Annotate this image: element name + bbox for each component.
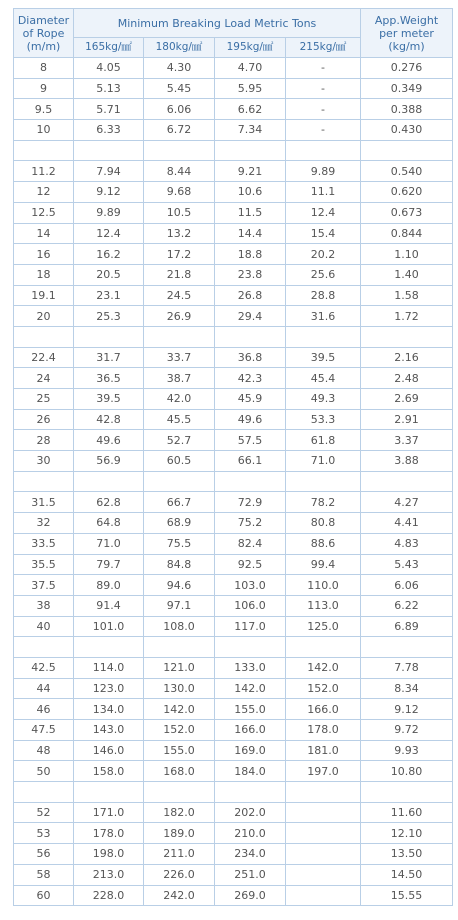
table-cell: 16.2 [74, 244, 144, 265]
table-cell: 26.8 [215, 285, 286, 306]
empty-cell [286, 326, 361, 347]
table-cell: 84.8 [144, 554, 215, 575]
table-cell: 11.1 [286, 182, 361, 203]
breaking-load-group-header: Minimum Breaking Load Metric Tons [74, 9, 361, 38]
table-cell: 36.5 [74, 368, 144, 389]
table-cell: 0.276 [361, 58, 453, 79]
table-cell [286, 864, 361, 885]
table-cell: 42.0 [144, 389, 215, 410]
table-cell: 88.6 [286, 533, 361, 554]
table-cell: 117.0 [215, 616, 286, 637]
empty-cell [286, 471, 361, 492]
table-cell: 14 [14, 223, 74, 244]
table-cell: 10.80 [361, 761, 453, 782]
empty-cell [361, 326, 453, 347]
table-row [14, 595, 453, 616]
table-row [14, 533, 453, 554]
empty-cell [361, 782, 453, 803]
table-cell: 11.2 [14, 161, 74, 182]
table-cell: 197.0 [286, 761, 361, 782]
table-cell: 143.0 [74, 720, 144, 741]
table-cell: 202.0 [215, 802, 286, 823]
table-cell: 211.0 [144, 844, 215, 865]
table-cell: 72.9 [215, 492, 286, 513]
table-row [14, 202, 453, 223]
table-row [14, 161, 453, 182]
table-cell: 75.5 [144, 533, 215, 554]
table-cell: 91.4 [74, 595, 144, 616]
table-cell: 53 [14, 823, 74, 844]
table-cell: 210.0 [215, 823, 286, 844]
table-row [14, 740, 453, 761]
table-cell: 26 [14, 409, 74, 430]
table-cell: 45.9 [215, 389, 286, 410]
table-cell: 10.5 [144, 202, 215, 223]
table-cell: 9.68 [144, 182, 215, 203]
table-cell: 171.0 [74, 802, 144, 823]
table-cell: 64.8 [74, 513, 144, 534]
table-cell: 14.4 [215, 223, 286, 244]
table-row [14, 678, 453, 699]
table-row [14, 58, 453, 79]
table-cell: 25 [14, 389, 74, 410]
table-cell: 28.8 [286, 285, 361, 306]
table-cell: 0.540 [361, 161, 453, 182]
table-cell: 38.7 [144, 368, 215, 389]
table-cell: 20.2 [286, 244, 361, 265]
table-cell: 4.05 [74, 58, 144, 79]
table-cell: 181.0 [286, 740, 361, 761]
table-cell: 46 [14, 699, 74, 720]
empty-cell [215, 637, 286, 658]
grade-header: 215kg/㎟ [286, 38, 361, 58]
table-cell: 228.0 [74, 885, 144, 906]
table-cell: 23.1 [74, 285, 144, 306]
table-cell [286, 844, 361, 865]
table-row [14, 285, 453, 306]
table-cell: 3.37 [361, 430, 453, 451]
group-separator-row [14, 140, 453, 161]
table-cell: 20.5 [74, 264, 144, 285]
table-cell: 71.0 [286, 451, 361, 472]
table-cell: 2.16 [361, 347, 453, 368]
table-row [14, 720, 453, 741]
table-row [14, 802, 453, 823]
table-cell: 103.0 [215, 575, 286, 596]
table-cell: 9.93 [361, 740, 453, 761]
table-cell: 3.88 [361, 451, 453, 472]
table-cell: 0.388 [361, 99, 453, 120]
grade-header: 165kg/㎟ [74, 38, 144, 58]
table-cell: 189.0 [144, 823, 215, 844]
table-row [14, 389, 453, 410]
table-cell: 9.72 [361, 720, 453, 741]
table-cell: 15.4 [286, 223, 361, 244]
table-cell: 97.1 [144, 595, 215, 616]
weight-header: App.Weight per meter (kg/m) [361, 9, 453, 58]
table-cell: 101.0 [74, 616, 144, 637]
table-cell: 57.5 [215, 430, 286, 451]
table-cell: 134.0 [74, 699, 144, 720]
table-cell: 5.71 [74, 99, 144, 120]
table-cell: 33.5 [14, 533, 74, 554]
table-cell: 9 [14, 78, 74, 99]
table-cell: 12.4 [74, 223, 144, 244]
table-cell: 5.45 [144, 78, 215, 99]
empty-cell [215, 326, 286, 347]
table-row [14, 182, 453, 203]
table-cell: 4.83 [361, 533, 453, 554]
table-cell: 89.0 [74, 575, 144, 596]
table-row [14, 492, 453, 513]
table-cell: 94.6 [144, 575, 215, 596]
empty-cell [144, 326, 215, 347]
table-cell: 242.0 [144, 885, 215, 906]
table-row [14, 244, 453, 265]
table-row [14, 347, 453, 368]
table-cell: 12.5 [14, 202, 74, 223]
table-cell: 19.1 [14, 285, 74, 306]
table-cell: 60 [14, 885, 74, 906]
table-cell: 12.4 [286, 202, 361, 223]
table-cell: 25.6 [286, 264, 361, 285]
table-cell: 168.0 [144, 761, 215, 782]
table-row [14, 554, 453, 575]
table-cell: 6.06 [361, 575, 453, 596]
table-cell: 47.5 [14, 720, 74, 741]
table-cell: 45.5 [144, 409, 215, 430]
table-cell: 2.69 [361, 389, 453, 410]
empty-cell [361, 471, 453, 492]
table-row [14, 844, 453, 865]
table-cell: 0.673 [361, 202, 453, 223]
table-cell: - [286, 78, 361, 99]
table-cell: 16 [14, 244, 74, 265]
table-row [14, 823, 453, 844]
table-cell: 6.22 [361, 595, 453, 616]
table-cell: 1.10 [361, 244, 453, 265]
empty-cell [74, 140, 144, 161]
table-cell: 113.0 [286, 595, 361, 616]
table-cell: 0.430 [361, 120, 453, 141]
table-cell: 99.4 [286, 554, 361, 575]
table-cell: 79.7 [74, 554, 144, 575]
table-row [14, 864, 453, 885]
table-row [14, 409, 453, 430]
table-cell: 50 [14, 761, 74, 782]
table-cell: 49.3 [286, 389, 361, 410]
table-cell: 152.0 [286, 678, 361, 699]
table-cell: 82.4 [215, 533, 286, 554]
table-cell: 123.0 [74, 678, 144, 699]
table-cell: 14.50 [361, 864, 453, 885]
table-cell: 166.0 [215, 720, 286, 741]
table-cell: 1.40 [361, 264, 453, 285]
table-cell: 42.3 [215, 368, 286, 389]
table-cell: 66.1 [215, 451, 286, 472]
empty-cell [215, 782, 286, 803]
table-cell: 8 [14, 58, 74, 79]
table-cell: 2.91 [361, 409, 453, 430]
empty-cell [74, 782, 144, 803]
table-cell: 166.0 [286, 699, 361, 720]
table-cell: 7.78 [361, 657, 453, 678]
table-cell: 32 [14, 513, 74, 534]
table-cell: 17.2 [144, 244, 215, 265]
empty-cell [14, 140, 74, 161]
table-cell: 9.12 [361, 699, 453, 720]
table-row [14, 306, 453, 327]
group-separator-row [14, 471, 453, 492]
empty-cell [286, 140, 361, 161]
table-cell: 110.0 [286, 575, 361, 596]
table-cell: 18.8 [215, 244, 286, 265]
table-cell: 9.5 [14, 99, 74, 120]
table-cell: 158.0 [74, 761, 144, 782]
table-cell: 37.5 [14, 575, 74, 596]
table-row [14, 368, 453, 389]
table-row [14, 657, 453, 678]
table-cell: 121.0 [144, 657, 215, 678]
empty-cell [215, 140, 286, 161]
diameter-header: Diameter of Rope (m/m) [14, 9, 74, 58]
table-cell: 80.8 [286, 513, 361, 534]
empty-cell [286, 637, 361, 658]
table-cell: 155.0 [144, 740, 215, 761]
table-cell: 8.34 [361, 678, 453, 699]
table-cell: 7.94 [74, 161, 144, 182]
table-cell: 62.8 [74, 492, 144, 513]
table-row [14, 616, 453, 637]
table-cell: 142.0 [215, 678, 286, 699]
table-cell: 40 [14, 616, 74, 637]
table-cell: 6.72 [144, 120, 215, 141]
table-cell: 9.89 [286, 161, 361, 182]
empty-cell [14, 471, 74, 492]
table-cell: 142.0 [144, 699, 215, 720]
table-cell: 52.7 [144, 430, 215, 451]
table-cell: 75.2 [215, 513, 286, 534]
table-cell: 4.27 [361, 492, 453, 513]
empty-cell [361, 140, 453, 161]
table-cell: 53.3 [286, 409, 361, 430]
table-cell: 178.0 [74, 823, 144, 844]
table-cell: - [286, 99, 361, 120]
table-row [14, 223, 453, 244]
table-cell: 5.13 [74, 78, 144, 99]
table-row [14, 120, 453, 141]
table-cell [286, 823, 361, 844]
table-cell: 23.8 [215, 264, 286, 285]
group-separator-row [14, 782, 453, 803]
table-cell: 10.6 [215, 182, 286, 203]
table-cell: 25.3 [74, 306, 144, 327]
table-cell: 155.0 [215, 699, 286, 720]
table-cell: 6.06 [144, 99, 215, 120]
rope-spec-table [13, 8, 453, 906]
table-cell: - [286, 58, 361, 79]
table-cell: 33.7 [144, 347, 215, 368]
table-cell: 234.0 [215, 844, 286, 865]
table-row [14, 99, 453, 120]
table-row [14, 264, 453, 285]
table-cell: 22.4 [14, 347, 74, 368]
table-cell: 146.0 [74, 740, 144, 761]
table-cell: 142.0 [286, 657, 361, 678]
table-cell: 4.41 [361, 513, 453, 534]
table-row [14, 78, 453, 99]
empty-cell [14, 326, 74, 347]
table-cell: 125.0 [286, 616, 361, 637]
group-separator-row [14, 637, 453, 658]
table-cell: 68.9 [144, 513, 215, 534]
table-cell: 114.0 [74, 657, 144, 678]
table-cell [286, 802, 361, 823]
grade-header: 195kg/㎟ [215, 38, 286, 58]
empty-cell [74, 637, 144, 658]
table-cell: 106.0 [215, 595, 286, 616]
empty-cell [14, 782, 74, 803]
table-cell: 13.2 [144, 223, 215, 244]
table-row [14, 575, 453, 596]
table-cell: - [286, 120, 361, 141]
table-cell: 11.5 [215, 202, 286, 223]
table-cell: 49.6 [74, 430, 144, 451]
table-cell: 35.5 [14, 554, 74, 575]
table-cell: 58 [14, 864, 74, 885]
table-row [14, 513, 453, 534]
table-cell: 13.50 [361, 844, 453, 865]
table-cell: 24 [14, 368, 74, 389]
table-cell: 269.0 [215, 885, 286, 906]
table-row [14, 451, 453, 472]
table-cell: 12 [14, 182, 74, 203]
table-cell: 28 [14, 430, 74, 451]
table-cell: 52 [14, 802, 74, 823]
table-cell: 4.70 [215, 58, 286, 79]
table-row [14, 430, 453, 451]
table-cell: 39.5 [74, 389, 144, 410]
table-cell: 44 [14, 678, 74, 699]
empty-cell [215, 471, 286, 492]
table-cell: 9.21 [215, 161, 286, 182]
table-cell: 9.12 [74, 182, 144, 203]
table-body [14, 58, 453, 906]
table-cell: 66.7 [144, 492, 215, 513]
table-cell: 1.58 [361, 285, 453, 306]
table-cell: 31.6 [286, 306, 361, 327]
table-cell: 11.60 [361, 802, 453, 823]
table-cell: 8.44 [144, 161, 215, 182]
empty-cell [14, 637, 74, 658]
table-cell: 6.62 [215, 99, 286, 120]
table-cell: 10 [14, 120, 74, 141]
table-cell: 226.0 [144, 864, 215, 885]
table-cell: 130.0 [144, 678, 215, 699]
table-cell [286, 885, 361, 906]
rope-spec-table-wrapper [13, 8, 452, 906]
empty-cell [74, 326, 144, 347]
table-cell: 18 [14, 264, 74, 285]
table-cell: 12.10 [361, 823, 453, 844]
table-cell: 92.5 [215, 554, 286, 575]
empty-cell [144, 637, 215, 658]
empty-cell [74, 471, 144, 492]
table-cell: 56 [14, 844, 74, 865]
table-cell: 6.33 [74, 120, 144, 141]
table-cell: 39.5 [286, 347, 361, 368]
table-cell: 21.8 [144, 264, 215, 285]
table-cell: 45.4 [286, 368, 361, 389]
table-cell: 9.89 [74, 202, 144, 223]
table-header [14, 9, 453, 58]
table-cell: 7.34 [215, 120, 286, 141]
table-cell: 0.844 [361, 223, 453, 244]
table-cell: 60.5 [144, 451, 215, 472]
table-cell: 152.0 [144, 720, 215, 741]
grade-header: 180kg/㎟ [144, 38, 215, 58]
empty-cell [286, 782, 361, 803]
table-cell: 24.5 [144, 285, 215, 306]
table-cell: 178.0 [286, 720, 361, 741]
table-cell: 5.43 [361, 554, 453, 575]
table-cell: 61.8 [286, 430, 361, 451]
table-cell: 2.48 [361, 368, 453, 389]
table-cell: 48 [14, 740, 74, 761]
table-row [14, 761, 453, 782]
table-cell: 0.620 [361, 182, 453, 203]
table-cell: 20 [14, 306, 74, 327]
table-cell: 42.5 [14, 657, 74, 678]
empty-cell [144, 782, 215, 803]
table-cell: 0.349 [361, 78, 453, 99]
table-cell: 133.0 [215, 657, 286, 678]
table-cell: 15.55 [361, 885, 453, 906]
table-cell: 251.0 [215, 864, 286, 885]
empty-cell [144, 140, 215, 161]
table-cell: 56.9 [74, 451, 144, 472]
empty-cell [361, 637, 453, 658]
table-cell: 26.9 [144, 306, 215, 327]
table-cell: 71.0 [74, 533, 144, 554]
empty-cell [144, 471, 215, 492]
table-row [14, 699, 453, 720]
table-cell: 198.0 [74, 844, 144, 865]
table-cell: 182.0 [144, 802, 215, 823]
table-cell: 78.2 [286, 492, 361, 513]
table-cell: 4.30 [144, 58, 215, 79]
table-cell: 6.89 [361, 616, 453, 637]
table-cell: 1.72 [361, 306, 453, 327]
table-cell: 31.7 [74, 347, 144, 368]
table-cell: 169.0 [215, 740, 286, 761]
table-row [14, 885, 453, 906]
table-cell: 29.4 [215, 306, 286, 327]
table-cell: 30 [14, 451, 74, 472]
table-cell: 36.8 [215, 347, 286, 368]
table-cell: 38 [14, 595, 74, 616]
table-cell: 31.5 [14, 492, 74, 513]
table-cell: 213.0 [74, 864, 144, 885]
group-separator-row [14, 326, 453, 347]
table-cell: 49.6 [215, 409, 286, 430]
table-cell: 184.0 [215, 761, 286, 782]
table-cell: 42.8 [74, 409, 144, 430]
table-cell: 5.95 [215, 78, 286, 99]
table-cell: 108.0 [144, 616, 215, 637]
